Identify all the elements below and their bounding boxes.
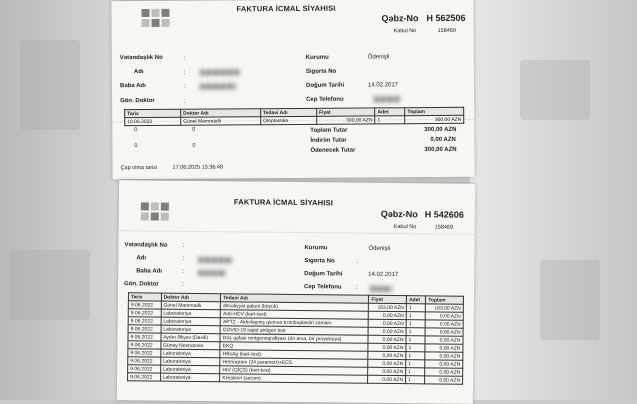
services-table — [127, 292, 464, 385]
table-cell: 1 — [406, 344, 425, 352]
field-value: : — [182, 268, 184, 275]
table-cell: 1 — [406, 312, 425, 320]
table-cell: 9.06.2022 — [128, 357, 161, 365]
table-cell: 0,00 AZN — [368, 367, 406, 375]
field-label: Cep Telefonu — [306, 96, 344, 103]
table-cell: Laboratoriya — [161, 325, 221, 334]
field-label: Vətəndaşlık No — [119, 54, 163, 62]
table-cell: 0,00 AZN — [425, 376, 463, 384]
extra-value: 0 — [192, 142, 196, 149]
table-cell: Kreatinin (serum) — [220, 374, 368, 384]
table-cell: 0,00 AZN — [425, 352, 463, 360]
table-cell: 1 — [375, 116, 405, 124]
table-cell: Günel Mammadli — [161, 301, 221, 310]
redacted-father-name — [198, 270, 226, 276]
field-value: 14.02.2017 — [368, 271, 399, 279]
field-value: Ödenişli — [367, 54, 390, 61]
discount-label: İndirim Tutar — [310, 137, 347, 144]
redacted-name — [200, 69, 240, 75]
discount-value: 0,00 AZN — [430, 136, 456, 144]
redacted-phone — [370, 286, 392, 292]
field-value: : — [356, 258, 359, 265]
table-cell: 163,00 AZN — [369, 303, 407, 311]
table-cell: 0,00 AZN — [368, 359, 406, 367]
field-value: : — [182, 242, 185, 249]
table-cell: 0,00 AZN — [368, 375, 406, 383]
table-cell: 1 — [406, 376, 425, 384]
field-label: Sigorta No — [304, 258, 335, 265]
field-label: Sigorta No — [305, 68, 337, 75]
table-cell: 0,00 AZN — [368, 327, 406, 335]
table-cell: Laboratoriya — [160, 349, 220, 358]
print-date: 17.06.2025 13:36:48 — [172, 164, 224, 171]
table-cell: Laboratoriya — [161, 317, 221, 326]
column-header: Toplam — [405, 107, 464, 115]
table-cell: 1 — [406, 368, 425, 376]
table-cell: 1 — [406, 352, 425, 360]
field-value: : — [183, 69, 186, 76]
table-cell: HBsAg (kart-test) — [220, 350, 368, 360]
background-shape — [520, 60, 590, 120]
table-cell: 1 — [406, 304, 425, 312]
table-cell: APTZ - Aktivləşmiş qismən tromboplastin zamanı — [220, 318, 368, 328]
table-cell: 0,00 AZN — [425, 368, 463, 376]
table-cell: 0,00 AZN — [368, 343, 406, 351]
field-label: Cep Telefonu — [304, 284, 342, 291]
field-value: : — [183, 83, 186, 90]
invoice-title: FAKTURA İCMAL SİYAHISI — [236, 3, 336, 14]
field-label: Adı — [136, 255, 147, 262]
field-label: Baba Adı — [136, 268, 163, 275]
column-header: Tedavi Adı — [260, 108, 316, 116]
table-cell: COVID-19 rapid antigen test — [220, 326, 368, 336]
field-value: Ödenişli — [368, 245, 391, 252]
invoice-sheet-1 — [111, 0, 474, 179]
background-shape — [10, 250, 90, 320]
table-cell: 0,00 AZN — [368, 335, 406, 343]
kabul-label: Kabul No — [393, 224, 417, 231]
table-cell: EKQ — [220, 342, 368, 352]
table-cell: 0,00 AZN — [425, 328, 463, 336]
invoice-sheet-2 — [117, 180, 475, 404]
qebz-number: H 542606 — [424, 209, 464, 220]
table-cell: 9.06.2022 — [128, 333, 161, 341]
table-cell: 9.06.2022 — [128, 325, 161, 333]
redacted-phone — [374, 96, 400, 102]
table-cell: 0,00 AZN — [369, 311, 407, 319]
total-label: Toplam Tutar — [310, 127, 348, 134]
table-cell: 9.06.2022 — [128, 317, 161, 325]
clinic-logo — [141, 202, 169, 220]
table-cell: 1 — [406, 320, 425, 328]
table-cell: 9.06.2022 — [128, 301, 161, 309]
column-header: Tedavi Adı — [221, 294, 369, 304]
kabul-number: 158469 — [434, 224, 454, 231]
table-cell: 9.06.2022 — [128, 349, 161, 357]
field-value: : — [182, 255, 185, 262]
table-cell: 300,00 AZN — [316, 116, 375, 124]
field-value: : — [182, 281, 184, 288]
field-label: Kurumu — [305, 54, 329, 61]
column-header: Fiyat — [316, 108, 375, 116]
table-cell: 9.06.2022 — [128, 341, 161, 349]
background-shape — [20, 40, 80, 130]
background-shape — [540, 260, 600, 340]
table-cell: Laboratoriya — [160, 373, 220, 382]
column-header: Doktor Adı — [161, 293, 221, 302]
field-label: Baba Adı — [119, 83, 146, 90]
field-label: Gön. Doktor — [120, 97, 155, 105]
kabul-label: Kabul No — [393, 28, 417, 35]
column-header: Toplam — [426, 296, 464, 304]
paper-fold — [119, 230, 475, 235]
table-cell: Günel Mammadli — [181, 117, 261, 126]
qebz-label: Qəbz-No — [381, 13, 419, 24]
table-cell: 1 — [406, 328, 425, 336]
field-value: : — [183, 55, 186, 62]
field-label: Doğum Tarihi — [304, 271, 343, 278]
table-cell: 0,00 AZN — [425, 344, 463, 352]
field-label: Kurumu — [304, 245, 328, 252]
extra-value: 0 — [134, 127, 138, 134]
table-cell: Əməliyyat paketi (böyük) — [221, 302, 369, 312]
column-header: Doktor Adı — [181, 109, 261, 118]
table-cell: 10.06.2022 — [125, 117, 181, 125]
redacted-name — [198, 257, 232, 263]
table-cell: Günay Novruzova — [161, 341, 221, 350]
table-cell: 0,00 AZN — [368, 351, 406, 359]
table-cell: 1 — [406, 360, 425, 368]
qebz-label: Qəbz-No — [380, 208, 418, 220]
qebz-number: H 562506 — [426, 12, 466, 24]
table-cell: 0,00 AZN — [425, 360, 463, 368]
field-label: Gön. Doktor — [124, 281, 159, 288]
table-cell: 9.06.2022 — [128, 365, 161, 373]
payable-value: 300,00 AZN — [424, 146, 457, 154]
clinic-logo — [141, 9, 169, 27]
table-cell: Laboratoriya — [160, 357, 220, 366]
field-value: 14.02.2017 — [367, 82, 399, 89]
column-header: Adet — [375, 108, 405, 116]
table-cell: Aydın Əliyev (Daxili) — [161, 333, 221, 342]
total-value: 300,00 AZN — [424, 126, 457, 134]
table-cell: 300,00 AZN — [405, 115, 464, 123]
column-header: Fiyat — [369, 295, 407, 303]
table-cell: Hemoqram (24 parametr)+ECS — [220, 358, 368, 368]
column-header: Tarix — [125, 109, 181, 117]
table-cell: 9.06.2022 — [128, 373, 161, 381]
field-value: : — [184, 98, 186, 105]
redacted-father-name — [200, 83, 236, 89]
services-table — [124, 107, 464, 126]
table-cell: 163,00 AZN — [426, 304, 464, 312]
print-date-label: Çap olma tarixi — [120, 164, 158, 172]
column-header: Tarix — [128, 293, 161, 301]
extra-value: 0 — [134, 143, 138, 150]
field-label: Vətəndaşlık No — [124, 242, 168, 249]
column-header: Adet — [406, 296, 425, 304]
table-cell: 1 — [406, 336, 425, 344]
table-cell: 0,00 AZN — [425, 336, 463, 344]
invoice-title: FAKTURA İCMAL SİYAHISI — [233, 197, 334, 208]
extra-value: 0 — [192, 126, 196, 133]
table-cell: 0,00 AZN — [369, 319, 407, 327]
table-cell: 0,00 AZN — [426, 312, 464, 320]
kabul-number: 158469 — [437, 27, 456, 34]
table-cell: HIV (QİÇS) (kart-test) — [220, 366, 368, 376]
table-cell: Laboratoriya — [160, 365, 220, 374]
field-label: Doğum Tarihi — [305, 82, 345, 89]
field-label: Adı — [133, 69, 144, 76]
table-cell: Otoplastika — [260, 116, 316, 124]
table-cell: 0,00 AZN — [425, 320, 463, 328]
table-cell: Anti-HCV (kart-test) — [221, 310, 369, 320]
table-cell: 9.06.2022 — [128, 309, 161, 317]
table-cell: Laboratoriya — [161, 309, 221, 318]
field-value: : — [356, 284, 358, 291]
payable-label: Ödenecek Tutar — [310, 147, 356, 154]
table-cell: Döş qəfəsi rentgenoqrafiyası (ön arxa, bir proyeksiya) — [220, 334, 368, 344]
